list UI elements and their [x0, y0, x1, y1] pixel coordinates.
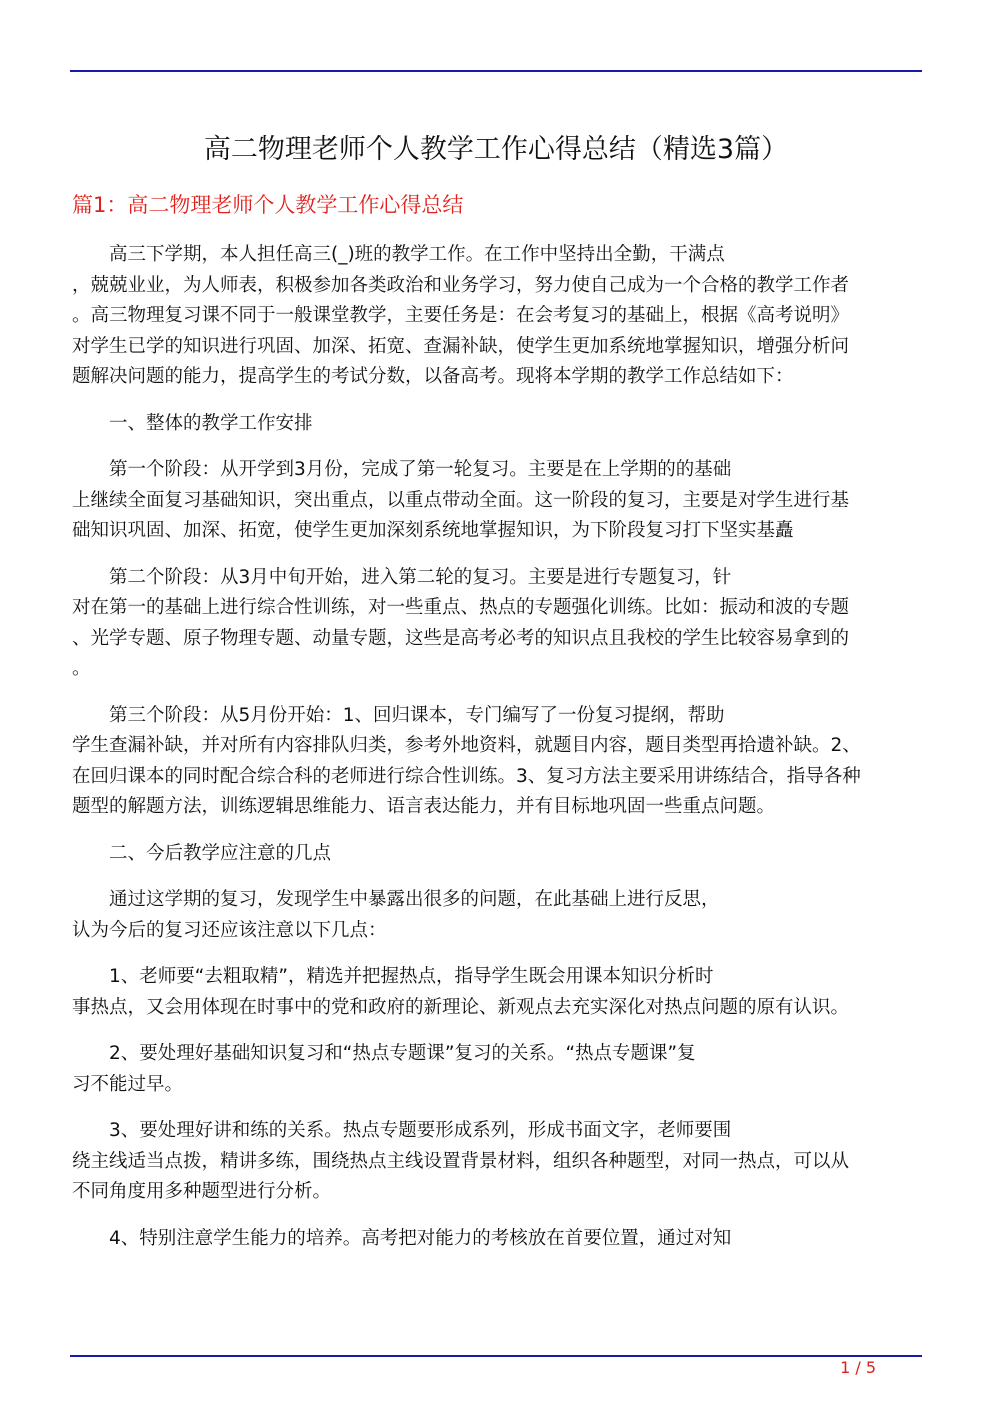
text-line: 学生查漏补缺，并对所有内容排队归类，参考外地资料，就题目内容，题目类型再拾遗补缺。2、: [72, 735, 861, 756]
text-line: 。高三物理复习课不同于一般课堂教学，主要任务是：在会考复习的基础上，根据《高考说明》: [72, 305, 850, 326]
paragraph: [72, 409, 922, 440]
paragraph: [72, 1039, 922, 1100]
text-line: 础知识巩固、加深、拓宽，使学生更加深刻系统地掌握知识，为下阶段复习打下坚实基矗: [72, 520, 794, 541]
text-line: 4、特别注意学生能力的培养。高考把对能力的考核放在首要位置，通过对知: [109, 1227, 732, 1249]
section-heading: 篇1：高二物理老师个人教学工作心得总结: [72, 193, 464, 217]
text-line: 高三下学期，本人担任高三(_)班的教学工作。在工作中坚持出全勤，干满点: [109, 244, 725, 265]
text-line: ，兢兢业业，为人师表，积极参加各类政治和业务学习，努力使自己成为一个合格的教学工作者: [72, 274, 850, 296]
text-line: 2、要处理好基础知识复习和“热点专题课”复习的关系。“热点专题课”复: [109, 1043, 696, 1064]
text-line: 绕主线适当点拨，精讲多练，围绕热点主线设置背景材料，组织各种题型，对同一热点，可以从: [72, 1150, 850, 1172]
text-line: 题型的解题方法，训练逻辑思维能力、语言表达能力，并有目标地巩固一些重点问题。: [72, 796, 776, 817]
paragraph: [72, 240, 922, 393]
paragraph: [72, 1224, 922, 1255]
paragraph: [72, 885, 922, 946]
page-number: 1 / 5: [840, 1358, 876, 1377]
paragraph: [72, 962, 922, 1023]
document-body: [72, 240, 922, 1270]
text-line: 3、要处理好讲和练的关系。热点专题要形成系列，形成书面文字，老师要围: [109, 1120, 732, 1141]
text-line: 事热点，又会用体现在时事中的党和政府的新理论、新观点去充实深化对热点问题的原有认识。: [72, 996, 850, 1018]
text-line: 一、整体的教学工作安排: [109, 412, 313, 434]
paragraph: [72, 563, 922, 685]
document-title: 高二物理老师个人教学工作心得总结（精选3篇）: [203, 134, 789, 165]
paragraph: [72, 701, 922, 823]
text-line: 题解决问题的能力，提高学生的考试分数，以备高考。现将本学期的教学工作总结如下：: [72, 366, 794, 387]
text-line: 不同角度用多种题型进行分析。: [72, 1181, 332, 1202]
text-line: 1、老师要“去粗取精”，精选并把握热点，指导学生既会用课本知识分析时: [109, 966, 714, 987]
text-line: 对在第一的基础上进行综合性训练，对一些重点、热点的专题强化训练。比如：振动和波的专题: [72, 597, 850, 618]
text-line: 第二个阶段：从3月中旬开始，进入第二轮的复习。主要是进行专题复习，针: [109, 566, 732, 588]
text-line: 第三个阶段：从5月份开始：1、回归课本，专门编写了一份复习提纲，帮助: [109, 704, 725, 726]
text-line: 第一个阶段：从开学到3月份，完成了第一轮复习。主要是在上学期的的基础: [109, 459, 732, 480]
paragraph: [72, 1116, 922, 1208]
text-line: 上继续全面复习基础知识，突出重点，以重点带动全面。这一阶段的复习，主要是对学生进行基: [72, 489, 850, 511]
text-line: 在回归课本的同时配合综合科的老师进行综合性训练。3、复习方法主要采用讲练结合，指导各种: [72, 765, 861, 787]
text-line: 习不能过早。: [72, 1073, 184, 1095]
text-line: 对学生已学的知识进行巩固、加深、拓宽、查漏补缺，使学生更加系统地掌握知识，增强分析问: [72, 335, 850, 357]
text-line: 、光学专题、原子物理专题、动量专题，这些是高考必考的知识点且我校的学生比较容易拿到的: [72, 627, 850, 649]
header-rule: [70, 70, 922, 72]
text-line: 通过这学期的复习，发现学生中暴露出很多的问题，在此基础上进行反思，: [109, 889, 720, 910]
text-line: 。: [72, 658, 91, 679]
paragraph: [72, 839, 922, 870]
text-line: 二、今后教学应注意的几点: [109, 842, 332, 864]
paragraph: [72, 455, 922, 547]
text-line: 认为今后的复习还应该注意以下几点：: [72, 919, 387, 941]
